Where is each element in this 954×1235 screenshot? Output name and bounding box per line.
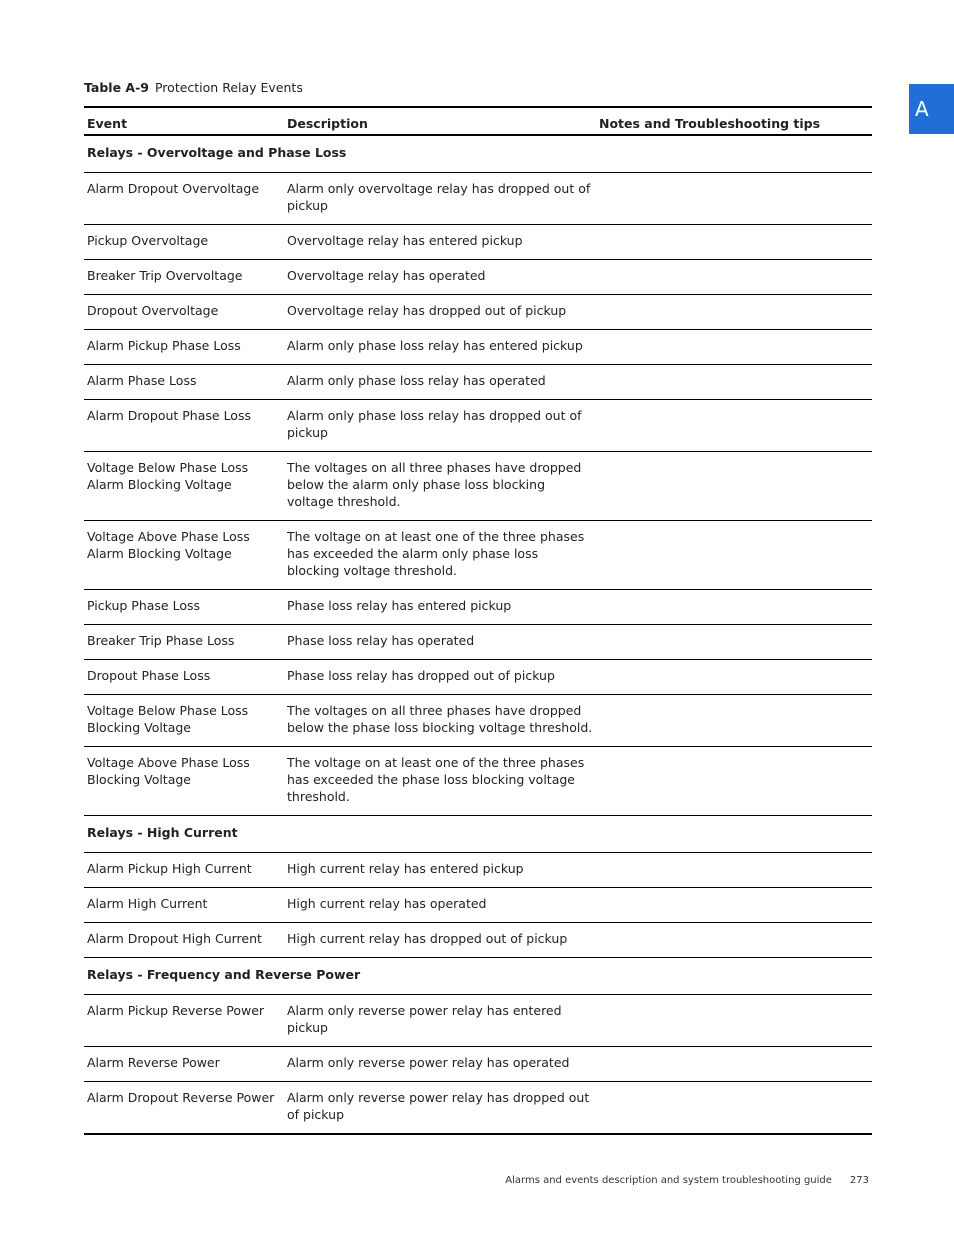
column-header-event: Event (84, 107, 284, 135)
description-cell: Alarm only reverse power relay has entered pickup (284, 995, 596, 1047)
section-title: Relays - Frequency and Reverse Power (84, 958, 872, 995)
notes-cell (596, 260, 872, 295)
section-header-row (84, 958, 872, 995)
table-row (84, 695, 872, 747)
appendix-tab: A (909, 84, 954, 134)
table-row (84, 225, 872, 260)
event-cell: Alarm Dropout Overvoltage (84, 173, 284, 225)
event-cell: Alarm Pickup High Current (84, 853, 284, 888)
notes-cell (596, 888, 872, 923)
section-header-row (84, 135, 872, 173)
notes-cell (596, 1047, 872, 1082)
table-row (84, 365, 872, 400)
event-cell: Voltage Below Phase Loss Blocking Voltage (84, 695, 284, 747)
table-caption-title: Protection Relay Events (154, 80, 303, 95)
event-cell: Alarm Pickup Reverse Power (84, 995, 284, 1047)
description-cell: Overvoltage relay has operated (284, 260, 596, 295)
event-cell: Alarm High Current (84, 888, 284, 923)
table-row (84, 853, 872, 888)
table-row (84, 452, 872, 521)
table-body (84, 135, 872, 1134)
event-cell: Dropout Phase Loss (84, 660, 284, 695)
notes-cell (596, 853, 872, 888)
notes-cell (596, 521, 872, 590)
table-row (84, 995, 872, 1047)
protection-relay-events-table (84, 106, 872, 1135)
event-cell: Alarm Pickup Phase Loss (84, 330, 284, 365)
description-cell: High current relay has entered pickup (284, 853, 596, 888)
table-row (84, 400, 872, 452)
event-cell: Voltage Above Phase Loss Blocking Voltage (84, 747, 284, 816)
event-cell: Alarm Phase Loss (84, 365, 284, 400)
table-row (84, 330, 872, 365)
table-row (84, 747, 872, 816)
event-cell: Alarm Dropout Reverse Power (84, 1082, 284, 1135)
table-row (84, 590, 872, 625)
notes-cell (596, 590, 872, 625)
description-cell: High current relay has operated (284, 888, 596, 923)
event-cell: Voltage Above Phase Loss Alarm Blocking Voltage (84, 521, 284, 590)
notes-cell (596, 660, 872, 695)
table-row (84, 660, 872, 695)
notes-cell (596, 330, 872, 365)
description-cell: Alarm only phase loss relay has operated (284, 365, 596, 400)
notes-cell (596, 295, 872, 330)
table-row (84, 923, 872, 958)
table-row (84, 1047, 872, 1082)
description-cell: Alarm only overvoltage relay has dropped out of pickup (284, 173, 596, 225)
table-row (84, 1082, 872, 1135)
description-cell: Alarm only phase loss relay has dropped out of pickup (284, 400, 596, 452)
description-cell: Alarm only phase loss relay has entered pickup (284, 330, 596, 365)
table-caption (84, 80, 303, 95)
table-row (84, 173, 872, 225)
description-cell: Alarm only reverse power relay has dropped out of pickup (284, 1082, 596, 1135)
section-header-row (84, 816, 872, 853)
notes-cell (596, 625, 872, 660)
page-number: 273 (849, 1175, 869, 1186)
section-title: Relays - High Current (84, 816, 872, 853)
table-row (84, 888, 872, 923)
column-header-notes: Notes and Troubleshooting tips (596, 107, 872, 135)
notes-cell (596, 995, 872, 1047)
notes-cell (596, 695, 872, 747)
table-row (84, 521, 872, 590)
event-cell: Pickup Phase Loss (84, 590, 284, 625)
notes-cell (596, 365, 872, 400)
section-title: Relays - Overvoltage and Phase Loss (84, 135, 872, 173)
table-caption-label: Table A-9 (84, 80, 149, 95)
notes-cell (596, 923, 872, 958)
description-cell: The voltages on all three phases have dropped below the alarm only phase loss blocking voltage threshold. (284, 452, 596, 521)
description-cell: High current relay has dropped out of pickup (284, 923, 596, 958)
description-cell: Phase loss relay has entered pickup (284, 590, 596, 625)
description-cell: The voltage on at least one of the three phases has exceeded the alarm only phase loss blocking voltage threshold. (284, 521, 596, 590)
notes-cell (596, 1082, 872, 1135)
table-row (84, 625, 872, 660)
notes-cell (596, 747, 872, 816)
table-row (84, 295, 872, 330)
event-cell: Alarm Dropout Phase Loss (84, 400, 284, 452)
event-cell: Alarm Dropout High Current (84, 923, 284, 958)
table-row (84, 260, 872, 295)
notes-cell (596, 225, 872, 260)
description-cell: Phase loss relay has dropped out of pickup (284, 660, 596, 695)
table-header-row (84, 107, 872, 135)
description-cell: Overvoltage relay has entered pickup (284, 225, 596, 260)
event-cell: Voltage Below Phase Loss Alarm Blocking Voltage (84, 452, 284, 521)
page-footer (505, 1175, 869, 1186)
description-cell: Phase loss relay has operated (284, 625, 596, 660)
notes-cell (596, 452, 872, 521)
event-cell: Pickup Overvoltage (84, 225, 284, 260)
notes-cell (596, 173, 872, 225)
description-cell: The voltages on all three phases have dropped below the phase loss blocking voltage threshold. (284, 695, 596, 747)
event-cell: Breaker Trip Phase Loss (84, 625, 284, 660)
notes-cell (596, 400, 872, 452)
description-cell: Overvoltage relay has dropped out of pickup (284, 295, 596, 330)
event-cell: Breaker Trip Overvoltage (84, 260, 284, 295)
footer-title: Alarms and events description and system troubleshooting guide (505, 1175, 832, 1186)
event-cell: Dropout Overvoltage (84, 295, 284, 330)
description-cell: The voltage on at least one of the three phases has exceeded the phase loss blocking voltage threshold. (284, 747, 596, 816)
description-cell: Alarm only reverse power relay has operated (284, 1047, 596, 1082)
column-header-description: Description (284, 107, 596, 135)
event-cell: Alarm Reverse Power (84, 1047, 284, 1082)
